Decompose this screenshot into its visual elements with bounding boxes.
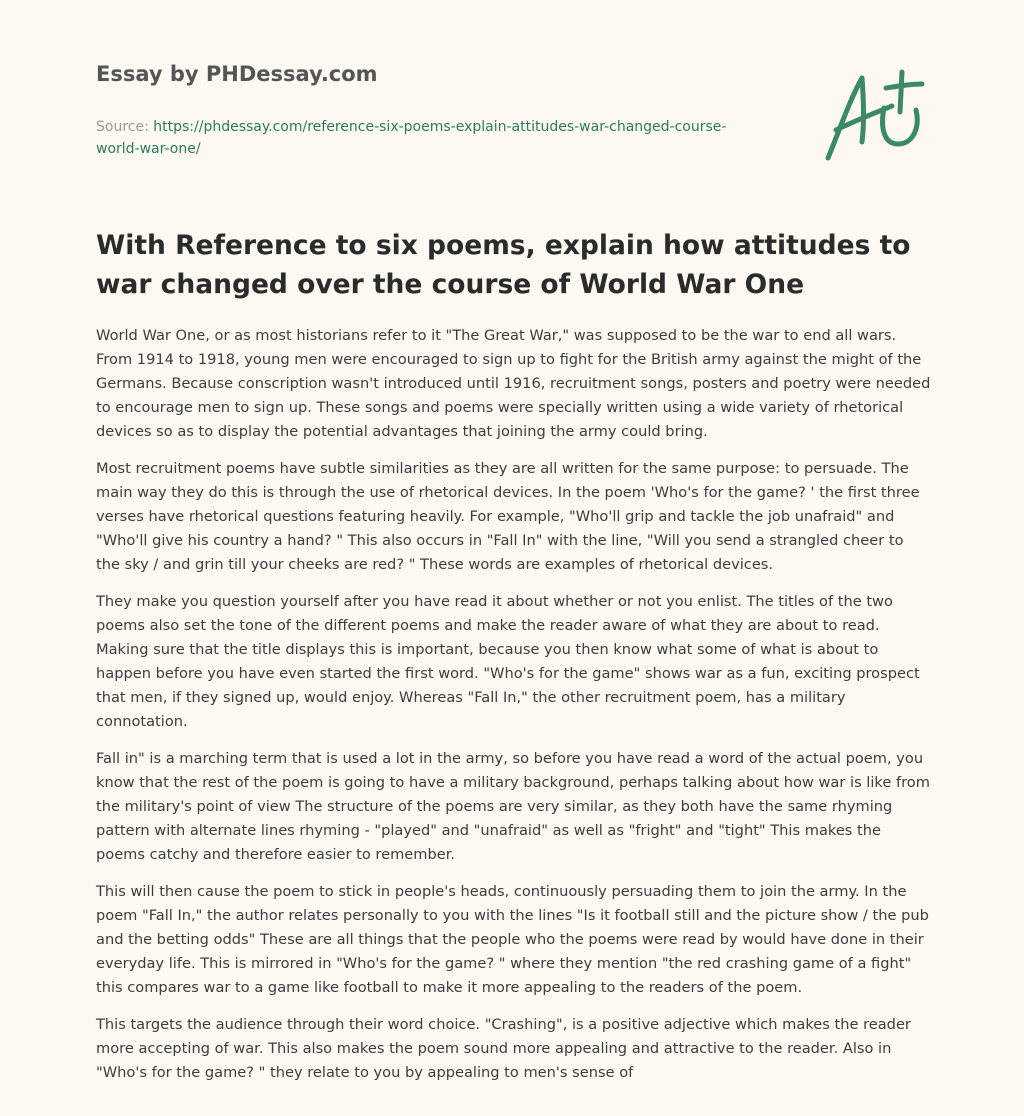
essay-paragraph: They make you question yourself after you have read it about whether or not you enlist. The titles of the two poems also set the tone of the different poems and make the reader aware of what they are about to read. Making sure that the title displays this is important, because you then know what some of what is about to happen before you have even started the first word. "Who's for the game" shows war as a fun, exciting prospect that men, if they signed up, would enjoy. Whereas "Fall In," the other recruitment poem, has a military connotation.	[96, 593, 920, 730]
essay-paragraph: Most recruitment poems have subtle similarities as they are all written for the same purpose: to persuade. The main way they do this is through the use of rhetorical devices. In the poem 'Who's for the game? ' the first three verses have rhetorical questions featuring heavily. For example, "Who'll grip and tackle the job unafraid" and "Who'll give his country a hand? " This also occurs in "Fall In" with the line, "Will you send a strangled cheer to the sky / and grin till your cheeks are red? " These words are examples of rhetorical devices.	[96, 460, 920, 573]
source-label: Source:	[96, 119, 154, 135]
a-plus-logo-icon	[818, 64, 928, 164]
essay-paragraph: World War One, or as most historians refer to it "The Great War," was supposed to be the war to end all wars. From 1914 to 1918, young men were encouraged to sign up to fight for the British army against the might of the Germans. Because conscription wasn't introduced until 1916, recruitment songs, posters and poetry were needed to encourage men to sign up. These songs and poems were specially written using a wide variety of rhetorical devices so as to display the potential advantages that joining the army could bring.	[96, 327, 931, 440]
essay-body	[96, 324, 932, 1098]
essay-paragraph: This will then cause the poem to stick in people's heads, continuously persuading them to join the army. In the poem "Fall In," the author relates personally to you with the lines "Is it football still and the picture show / the pub and the betting odds" These are all things that the people who the poems were read by would have done in their everyday life. This is mirrored in "Who's for the game? " where they mention "the red crashing game of a fight" this compares war to a game like football to make it more appealing to the readers of the poem.	[96, 883, 929, 996]
essay-paragraph: This targets the audience through their word choice. "Crashing", is a positive adjective which makes the reader more accepting of war. This also makes the poem sound more appealing and attractive to the reader. Also in "Who's for the game? " they relate to you by appealing to men's sense of	[96, 1016, 911, 1081]
page-header	[96, 62, 756, 160]
essay-paragraph: Fall in" is a marching term that is used a lot in the army, so before you have read a word of the actual poem, you know that the rest of the poem is going to have a military background, perhaps talking about how war is like from the military's point of view The structure of the poems are very similar, as they both have the same rhyming pattern with alternate lines rhyming - "played" and "unafraid" as well as "fright" and "tight" This makes the poems catchy and therefore easier to remember.	[96, 750, 930, 863]
site-brand: Essay by PHDessay.com	[96, 62, 378, 86]
source-link[interactable]: https://phdessay.com/reference-six-poems-explain-attitudes-war-changed-course-world-war-one/	[96, 119, 727, 157]
essay-title: With Reference to six poems, explain how attitudes to war changed over the course of World War One	[96, 230, 911, 300]
source-line	[96, 116, 746, 160]
